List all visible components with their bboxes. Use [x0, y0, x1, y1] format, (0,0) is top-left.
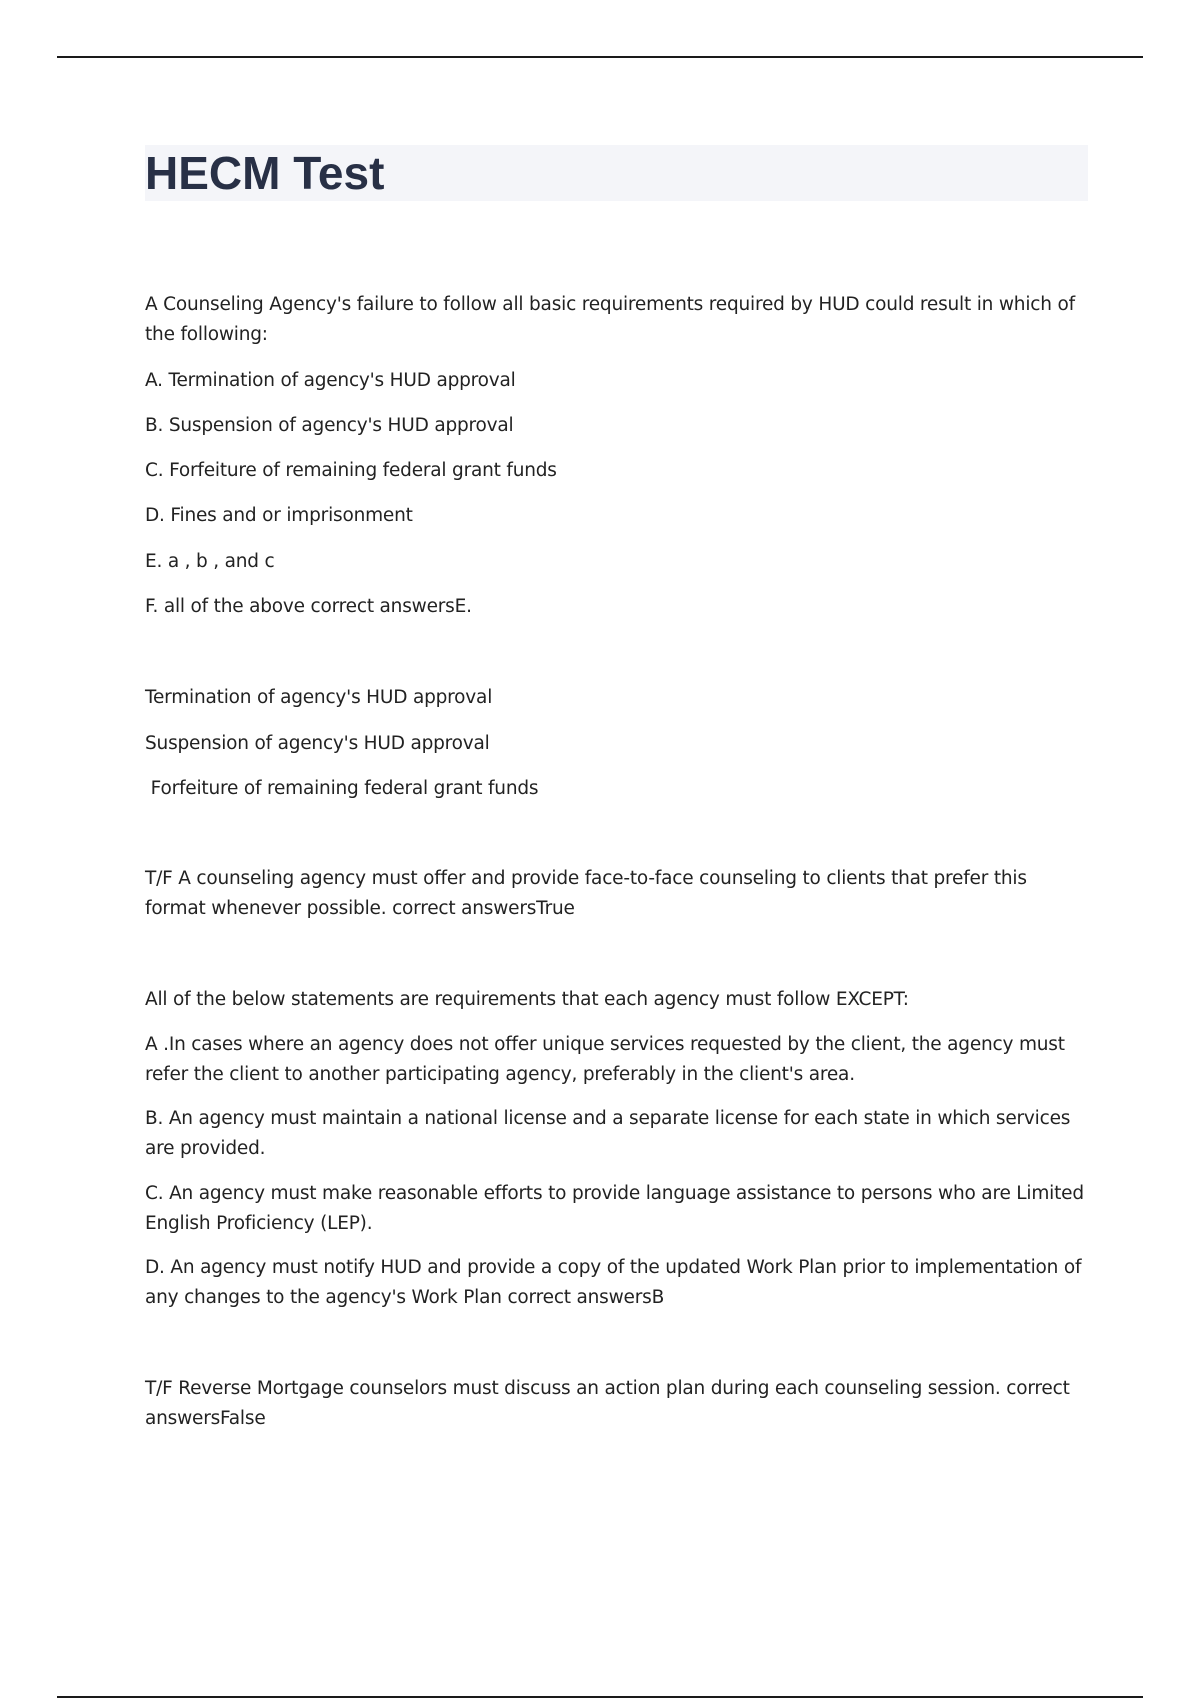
question-1-option-d: D. Fines and or imprisonment [145, 505, 413, 526]
question-1-text: A Counseling Agency's failure to follow all basic requirements required by HUD could result in which of the following: [145, 294, 1075, 345]
question-1-option-c: C. Forfeiture of remaining federal grant funds [145, 460, 557, 481]
question-1-answer-2: Suspension of agency's HUD approval [145, 733, 490, 754]
question-1-option-e: E. a , b , and c [145, 551, 275, 572]
question-1-option-f: F. all of the above correct answersE. [145, 596, 472, 617]
top-rule [57, 56, 1143, 58]
question-3-option-a: A .In cases where an agency does not offer unique services requested by the client, the agency must refer the client to another participating agency, preferably in the client's area. [145, 1034, 1065, 1085]
question-3-option-d: D. An agency must notify HUD and provide a copy of the updated Work Plan prior to implementation of any changes to the agency's Work Plan correct answersB [145, 1257, 1082, 1308]
bottom-rule [57, 1696, 1143, 1698]
question-3-text: All of the below statements are requirements that each agency must follow EXCEPT: [145, 989, 909, 1010]
question-3-option-c: C. An agency must make reasonable efforts to provide language assistance to persons who are Limited English Proficiency (LEP). [145, 1183, 1084, 1234]
question-1-option-a: A. Termination of agency's HUD approval [145, 370, 516, 391]
question-3-option-b: B. An agency must maintain a national license and a separate license for each state in which services are provided. [145, 1108, 1071, 1159]
question-1-answer-1: Termination of agency's HUD approval [145, 687, 493, 708]
question-4-text: T/F Reverse Mortgage counselors must discuss an action plan during each counseling session. correct answersFalse [145, 1378, 1070, 1429]
question-1-option-b: B. Suspension of agency's HUD approval [145, 415, 514, 436]
question-1-answer-3: Forfeiture of remaining federal grant funds [145, 778, 539, 799]
question-2-text: T/F A counseling agency must offer and provide face-to-face counseling to clients that prefer this format whenever possible. correct answersTrue [145, 868, 1027, 919]
document-title: HECM Test [145, 147, 385, 199]
